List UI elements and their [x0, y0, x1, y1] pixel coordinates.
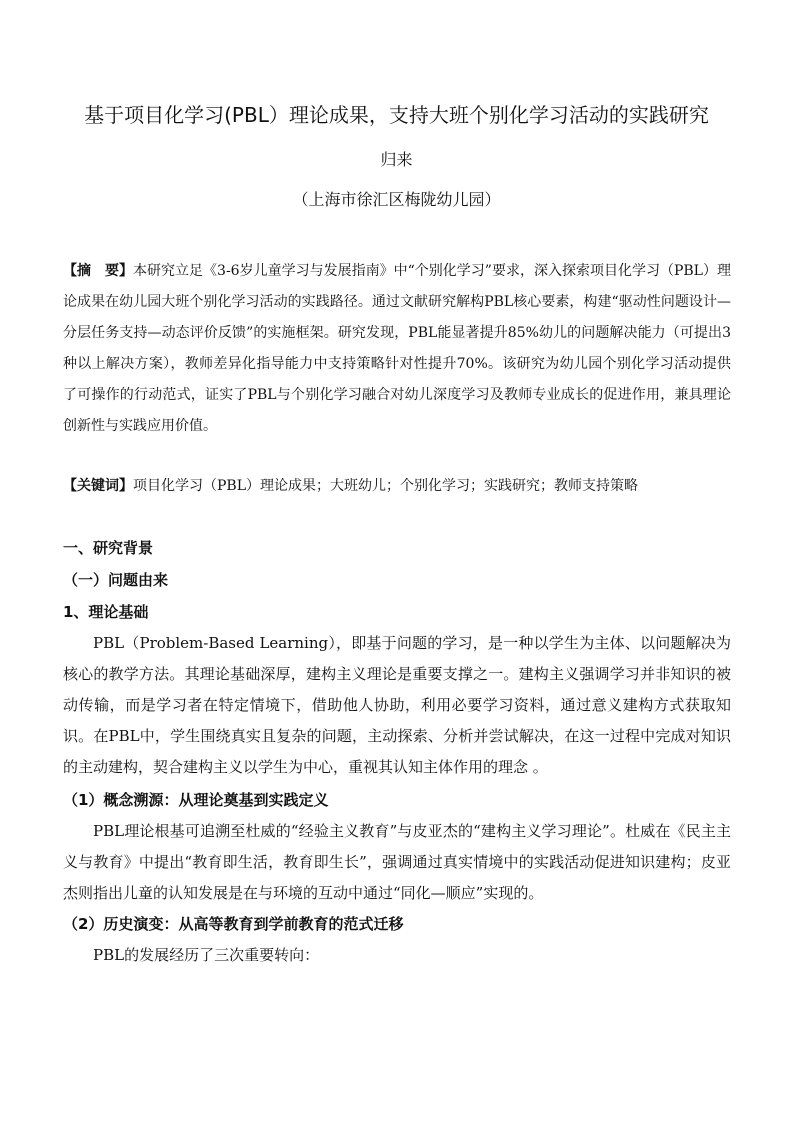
point-heading: 1、理论基础: [63, 603, 149, 621]
abstract: [63, 256, 731, 442]
item-heading: （2）历史演变：从高等教育到学前教育的范式迁移: [63, 915, 404, 933]
subsection-heading: （一）问题由来: [63, 571, 169, 589]
body-paragraph: PBL（Problem-Based Learning），即基于问题的学习，是一种以学生为主体、以问题解决为核心的教学方法。其理论基础深厚，建构主义理论是重要支撑之一。建构主义强调学习并非知识的被动传输，而是学习者在特定情境下，借助他人协助，利用必要学习资料，通过意义建构方式获取知识。在PBL中，学生围绕真实且复杂的问题，主动探索、分析并尝试解决，在这一过程中完成对知识的主动建构，契合建构主义以学生为中心，重视其认知主体作用的理念 。: [63, 634, 731, 776]
body-paragraph: PBL理论根基可追溯至杜威的“经验主义教育”与皮亚杰的“建构主义学习理论”。杜威在《民主主义与教育》中提出“教育即生活，教育即生长”，强调通过真实情境中的实践活动促进知识建构；皮亚杰则指出儿童的认知发展是在与环境的互动中通过“同化—顺应”实现的。: [63, 822, 731, 902]
paper-title: 基于项目化学习(PBL）理论成果，支持大班个别化学习活动的实践研究: [84, 103, 709, 127]
keywords-label: 【关键词】: [63, 478, 133, 494]
abstract-text: 本研究立足《3-6岁儿童学习与发展指南》中“个别化学习”要求，深入探索项目化学习（PBL）理论成果在幼儿园大班个别化学习活动的实践路径。通过文献研究解构PBL核心要素，构建“驱动性问题设计—分层任务支持—动态评价反馈”的实施框架。研究发现，PBL能显著提升85%幼儿的问题解决能力（可提出3种以上解决方案），教师差异化指导能力中支持策略针对性提升70%。该研究为幼儿园个别化学习活动提供了可操作的行动范式，证实了PBL与个别化学习融合对幼儿深度学习及教师专业成长的促进作用，兼具理论创新性与实践应用价值。: [63, 263, 731, 434]
keywords-text: 项目化学习（PBL）理论成果；大班幼儿；个别化学习；实践研究；教师支持策略: [133, 478, 639, 494]
section-heading: 一、研究背景: [63, 539, 154, 557]
item-heading: （1）概念溯源：从理论奠基到实践定义: [63, 791, 329, 809]
keywords: [63, 472, 731, 500]
abstract-label: 【摘 要】: [63, 263, 134, 279]
body-paragraph: PBL的发展经历了三次重要转向：: [93, 946, 320, 964]
author-name: 归来: [380, 150, 413, 169]
author-affiliation: （上海市徐汇区梅陇幼儿园）: [292, 190, 501, 209]
